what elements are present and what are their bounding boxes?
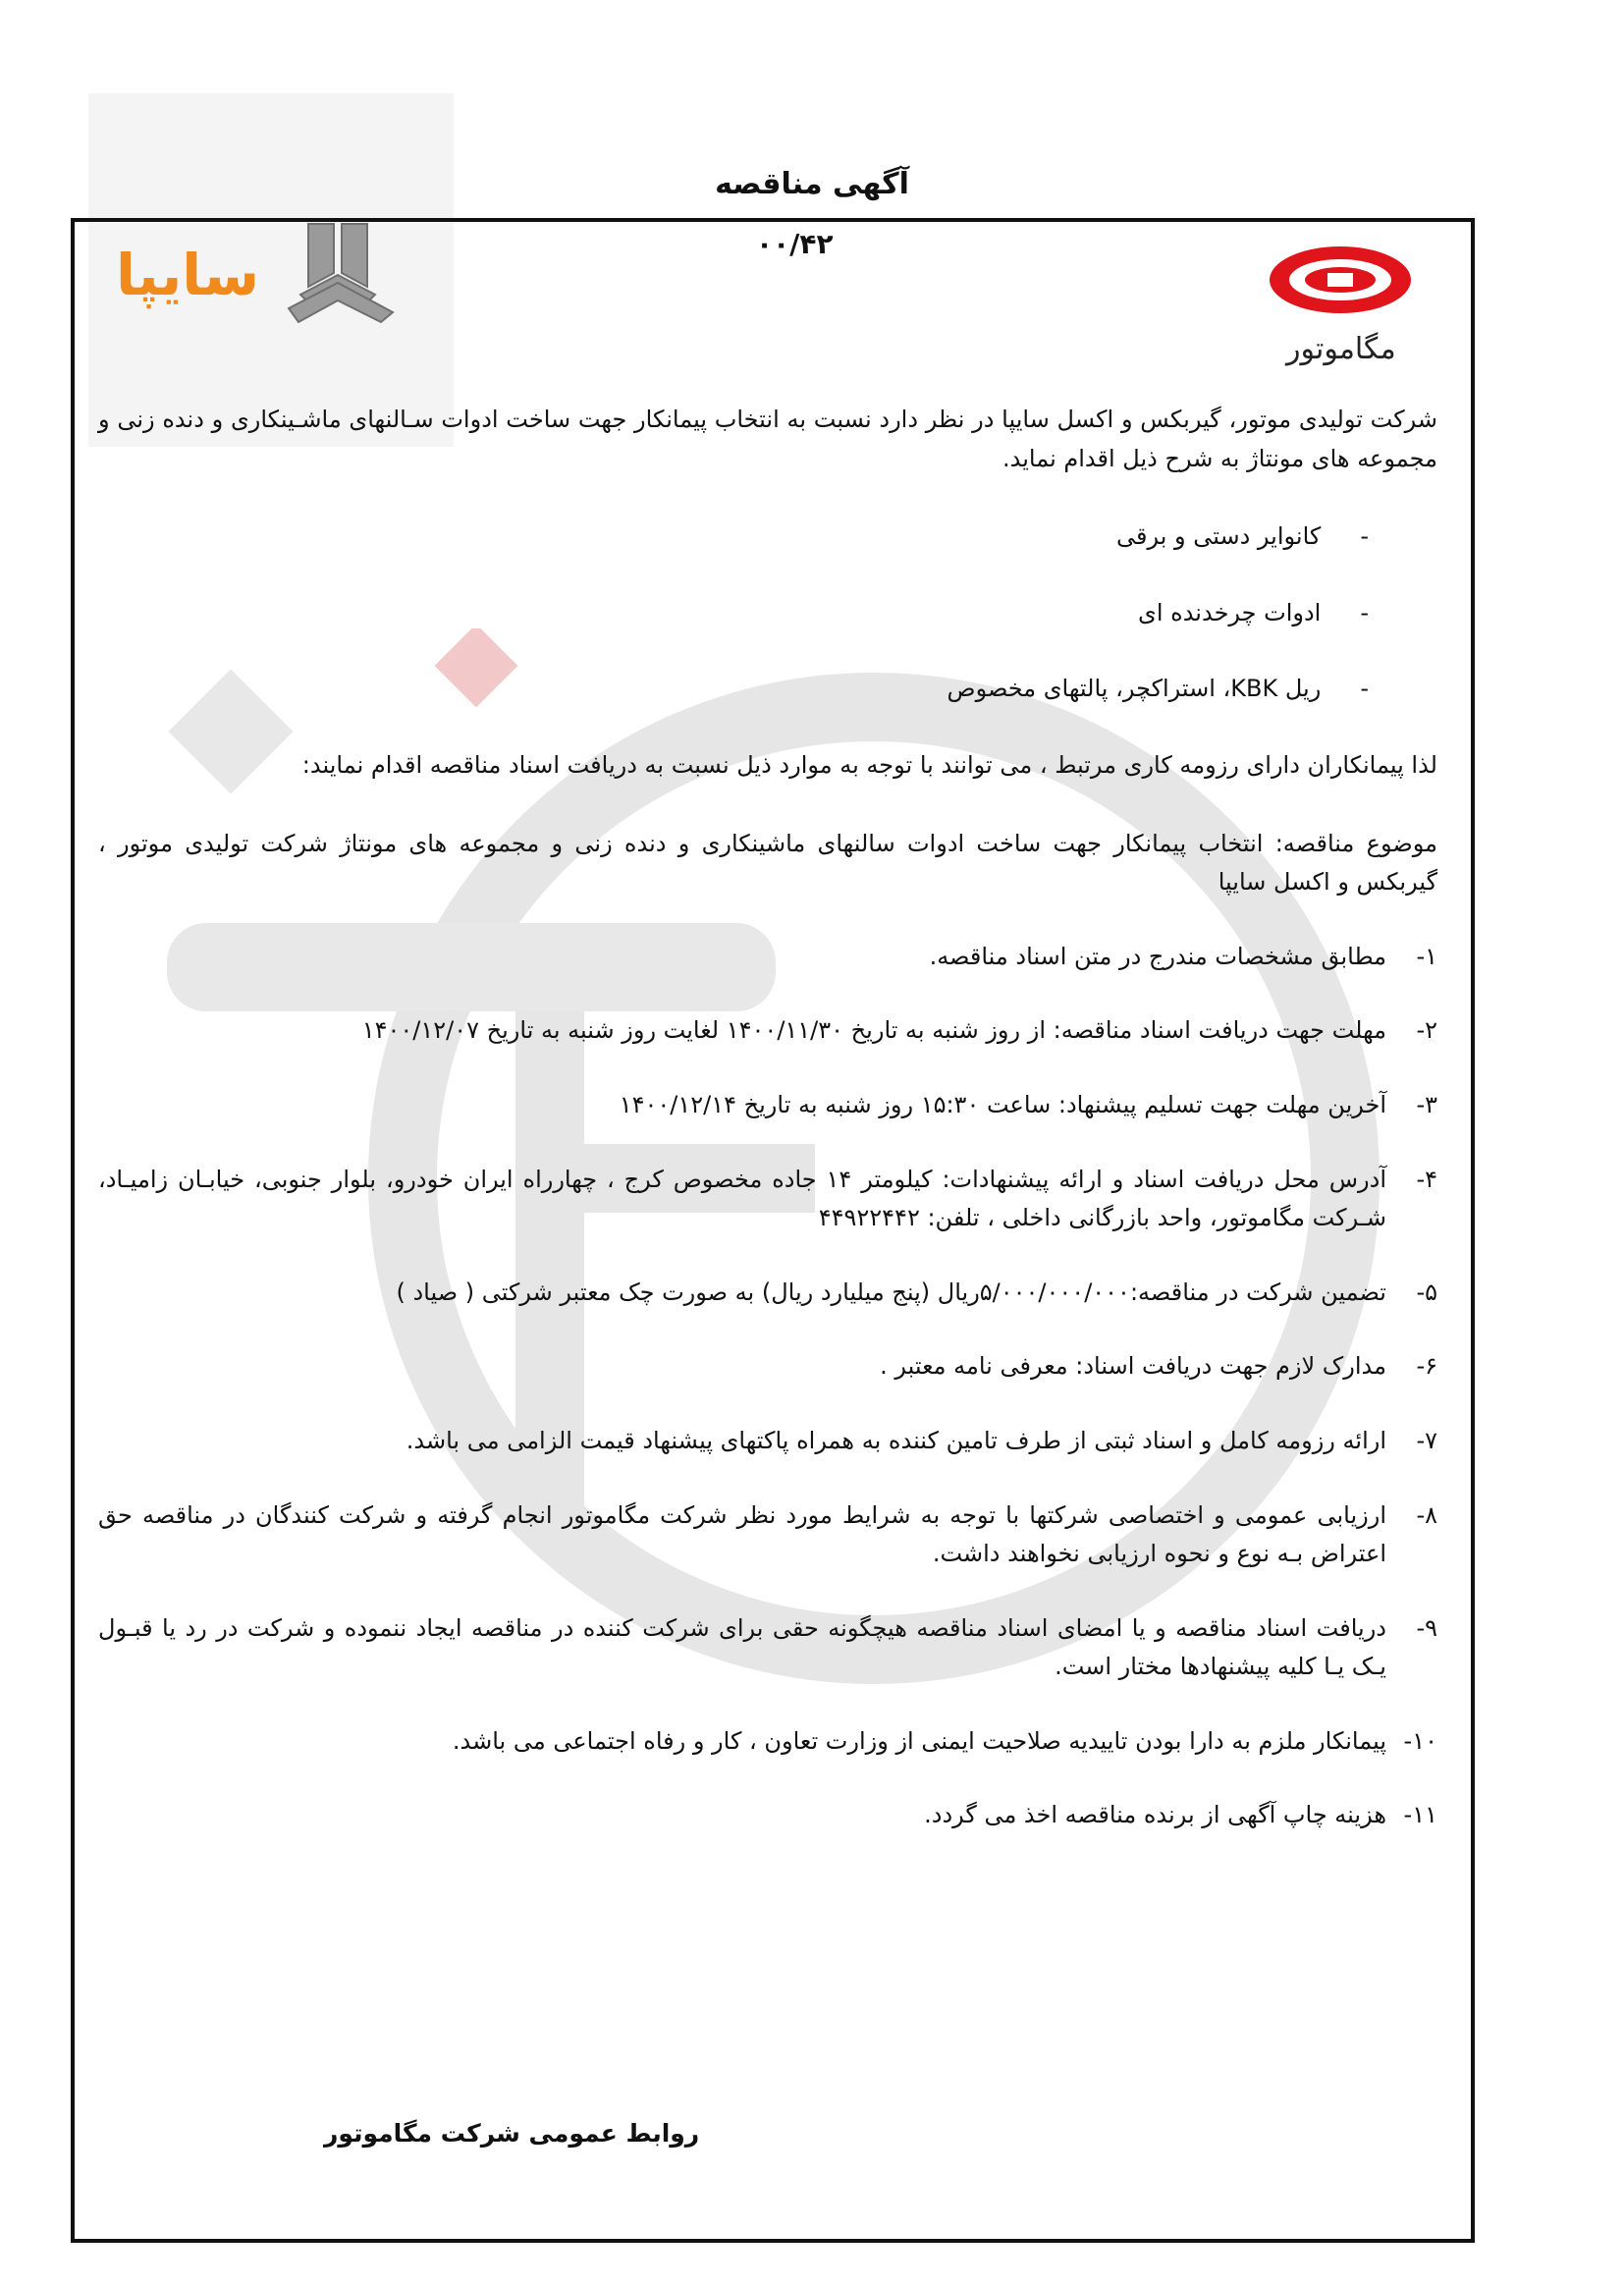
- saipa-logo-text: سایپا: [116, 242, 260, 308]
- item-number: ۸-: [1416, 1500, 1437, 1529]
- terms-list: [98, 938, 1437, 1835]
- item-text: ارائه رزومه کامل و اسناد ثبتی از طرف تامین کننده به همراه پاکتهای پیشنهاد قیمت الزامی می باشد.: [406, 1426, 1386, 1454]
- item-number: ۲-: [1416, 1016, 1437, 1045]
- signature: روابط عمومی شرکت مگاموتور: [324, 2119, 700, 2148]
- terms-item: [98, 1422, 1437, 1461]
- item-text: مدارک لازم جهت دریافت اسناد: معرفی نامه معتبر .: [880, 1352, 1386, 1381]
- item-text: هزینه چاپ آگهی از برنده مناقصه اخذ می گردد.: [924, 1801, 1386, 1829]
- item-text: پیمانکار ملزم به دارا بودن تاییدیه صلاحیت ایمنی از وزارت تعاون ، کار و رفاه اجتماعی می باشد.: [452, 1726, 1386, 1755]
- terms-item: [98, 1796, 1437, 1835]
- item-number: ۱۰-: [1403, 1726, 1437, 1755]
- terms-item: [98, 1161, 1437, 1238]
- megamotor-logo-text: مگاموتور: [1286, 332, 1396, 366]
- terms-item: [98, 1086, 1437, 1125]
- terms-item: [98, 1722, 1437, 1762]
- item-text: ارزیابی عمومی و اختصاصی شرکتها با توجه به شرایط مورد نظر شرکت مگاموتور انجام گرفته و شرکت کنندگان در مناقصه حق اعتراض بـه نوع و نحوه ارزیابی نخواهند داشت.: [98, 1500, 1386, 1568]
- terms-item: [98, 1347, 1437, 1387]
- announcement-title: آگهی مناقصه: [0, 167, 1624, 201]
- terms-item: [98, 1274, 1437, 1313]
- intro-paragraph: شرکت تولیدی موتور، گیربکس و اکسل سایپا در نظر دارد نسبت به انتخاب پیمانکار جهت ساخت ادوات سـالنهای ماشـینکاری و دنده زنی و مجموعه های مونتاژ به شرح ذیل اقدام نماید.: [98, 406, 1437, 472]
- item-number: ۱-: [1416, 942, 1437, 970]
- megamotor-logo-icon: [1265, 242, 1416, 318]
- item-text: آخرین مهلت جهت تسلیم پیشنهاد: ساعت ۱۵:۳۰ روز شنبه به تاریخ ۱۴۰۰/۱۲/۱۴: [619, 1090, 1386, 1118]
- terms-item: [98, 938, 1437, 977]
- item-text: دریافت اسناد مناقصه و یا امضای اسناد مناقصه هیچگونه حقی برای شرکت کننده در مناقصه ایجاد ننموده و شرکت در رد یا قبـول یـک یـا کلیه پیشنهادها مختار است.: [98, 1613, 1386, 1681]
- list-item: - ریل KBK، استراکچر، پالتهای مخصوص: [98, 670, 1369, 709]
- terms-item: [98, 1496, 1437, 1574]
- lead-paragraph: لذا پیمانکاران دارای رزومه کاری مرتبط ، می توانند با توجه به موارد ذیل نسبت به دریافت اسناد مناقصه اقدام نمایند:: [301, 750, 1437, 779]
- announcement-body: [98, 401, 1437, 1871]
- item-text: مطابق مشخصات مندرج در متن اسناد مناقصه.: [929, 942, 1386, 970]
- scope-list: [98, 517, 1437, 709]
- item-number: ۴-: [1416, 1165, 1437, 1193]
- item-number: ۱۱-: [1403, 1801, 1437, 1829]
- item-number: ۷-: [1416, 1426, 1437, 1454]
- item-text: آدرس محل دریافت اسناد و ارائه پیشنهادات: کیلومتر ۱۴ جاده مخصوص کرج ، چهارراه ایران خودرو، بلوار جنوبی، خیابـان زامیـاد، شـرکت مگاموتور، واحد بازرگانی داخلی ، تلفن: ۴۴۹۲۲۴۴۲: [98, 1165, 1387, 1232]
- item-number: ۶-: [1416, 1352, 1437, 1381]
- list-item: - کانوایر دستی و برقی: [98, 517, 1369, 557]
- subject-paragraph: موضوع مناقصه: انتخاب پیمانکار جهت ساخت ادوات سالنهای ماشینکاری و دنده زنی و مجموعه های مونتاژ شرکت تولیدی موتور ، گیربکس و اکسل سایپا: [98, 829, 1437, 897]
- terms-item: [98, 1609, 1437, 1687]
- item-text: مهلت جهت دریافت اسناد مناقصه: از روز شنبه به تاریخ ۱۴۰۰/۱۱/۳۰ لغایت روز شنبه به تاریخ ۱۴۰۰/۱۲/۰۷: [361, 1016, 1386, 1045]
- item-number: ۵-: [1416, 1278, 1437, 1306]
- reference-number: ۰۰/۴۲: [756, 228, 834, 260]
- item-text: تضمین شرکت در مناقصه:۵/۰۰۰/۰۰۰/۰۰۰ریال (پنج میلیارد ریال) به صورت چک معتبر شرکتی ( صیاد ): [396, 1278, 1386, 1306]
- item-number: ۹-: [1416, 1613, 1437, 1642]
- item-number: ۳-: [1416, 1090, 1437, 1118]
- terms-item: [98, 1011, 1437, 1051]
- list-item: - ادوات چرخدنده ای: [98, 594, 1369, 633]
